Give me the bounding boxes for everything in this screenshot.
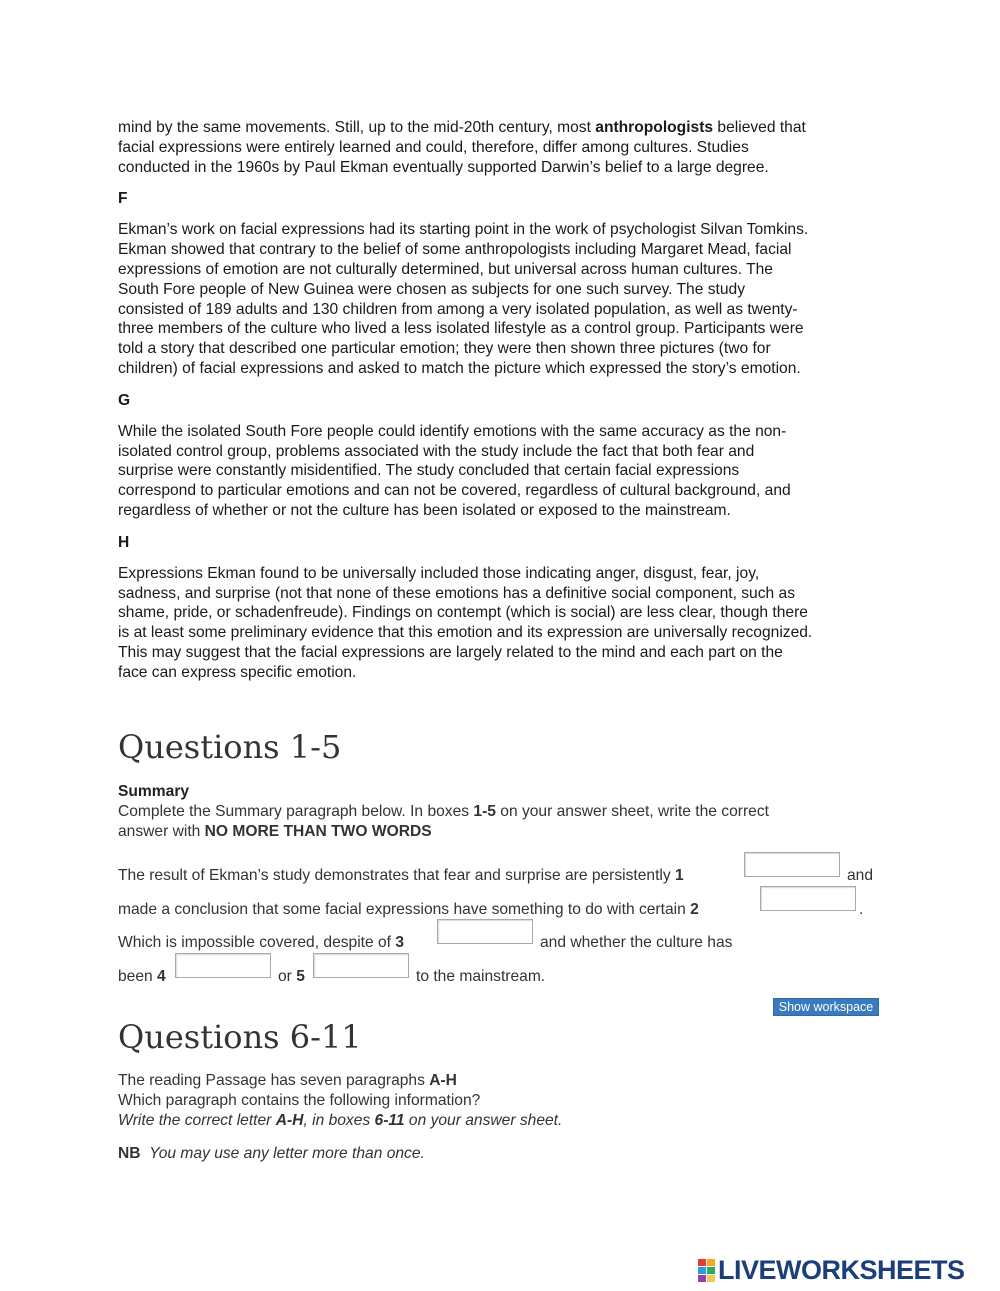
q6-11-instruction-line-3: Write the correct letter A-H, in boxes 6-11 on your answer sheet. — [118, 1112, 563, 1129]
logo-text: LIVEWORKSHEETS — [718, 1254, 965, 1285]
summary-line-4: been 4 — [118, 968, 166, 985]
questions-6-11-heading: Questions 6-11 — [118, 1018, 362, 1056]
answer-input-4[interactable] — [175, 953, 271, 978]
paragraph-letter-g: G — [118, 391, 131, 409]
reading-passage — [118, 118, 888, 683]
q6-11-note: NB You may use any letter more than once. — [118, 1145, 425, 1162]
logo-square — [698, 1275, 706, 1282]
q6-11-instruction-line-2: Which paragraph contains the following information? — [118, 1092, 481, 1109]
answer-input-5[interactable] — [313, 953, 409, 978]
question-number-3: 3 — [395, 934, 405, 951]
keyword-anthropologists: anthropologists — [595, 119, 714, 136]
answer-input-3[interactable] — [437, 919, 533, 944]
summary-line-2-end: . — [859, 901, 864, 918]
summary-line-3-end: and whether the culture has — [540, 934, 733, 951]
logo-square — [707, 1259, 715, 1266]
answer-input-1[interactable] — [744, 852, 840, 877]
paragraph-f: Ekman’s work on facial expressions had its starting point in the work of psychologist Silvan Tomkins. Ekman showed that contrary to the belief of some anthropologists including Margaret Mead, facial expressions of emotion are not culturally determined, but universal across human cultures. The South Fore people of New Guinea were chosen as subjects for one such survey. The study consisted of 189 adults and 130 children from among a very isolated population, as well as twenty- three members of the culture who lived a less isolated lifestyle as a control group. Participants were told a story that described one particular emotion; they were then shown three pictures (two for children) of facial expressions and asked to match the picture which expressed the story’s emotion. — [118, 221, 809, 377]
summary-line-1-end: and — [847, 867, 874, 884]
logo-square — [707, 1267, 715, 1274]
liveworksheets-logo — [698, 1256, 965, 1284]
summary-instruction-line-2: answer with NO MORE THAN TWO WORDS — [118, 823, 432, 840]
logo-square — [698, 1259, 706, 1266]
question-number-2: 2 — [690, 901, 699, 918]
intro-paragraph: mind by the same movements. Still, up to the mid-20th century, most anthropologists believed that facial expressions were entirely learned and could, therefore, differ among cultures. Studies conducted in the 1960s by Paul Ekman eventually supported Darwin’s belief to a large degree. — [118, 119, 806, 176]
summary-line-1: The result of Ekman’s study demonstrates that fear and surprise are persistently 1 — [118, 867, 684, 884]
q6-11-instruction-line-1: The reading Passage has seven paragraphs A-H — [118, 1072, 457, 1089]
logo-mark-icon — [698, 1259, 715, 1282]
summary-line-4-or: or 5 — [278, 968, 305, 985]
show-workspace-button[interactable]: Show workspace — [773, 998, 879, 1016]
paragraph-letter-h: H — [118, 533, 130, 551]
logo-square — [707, 1275, 715, 1282]
summary-line-3: Which is impossible covered, despite of 3 — [118, 934, 405, 951]
question-number-1: 1 — [675, 867, 684, 884]
paragraph-letter-f: F — [118, 190, 128, 208]
answer-input-2[interactable] — [760, 886, 856, 911]
paragraph-g: While the isolated South Fore people could identify emotions with the same accuracy as the non- isolated control group, problems associated with the study include the fact that both fear and surprise were constantly misidentified. The study concluded that certain facial expressions correspond to particular emotions and can not be covered, regardless of cultural background, and regardless of whether or not the culture has been isolated or exposed to the mainstream. — [118, 422, 791, 519]
summary-line-4-end: to the mainstream. — [416, 968, 546, 985]
summary-subheading: Summary — [118, 783, 190, 800]
summary-instruction-line-1: Complete the Summary paragraph below. In boxes 1-5 on your answer sheet, write the correct — [118, 803, 769, 820]
paragraph-h: Expressions Ekman found to be universally included those indicating anger, disgust, fear, joy, sadness, and surprise (not that none of these emotions has a definitive social component, such as shame, pride, or schadenfreude). Findings on contempt (which is social) are less clear, though there is at least some preliminary evidence that this emotion and its expression are universally recognized. This may suggest that the facial expressions are largely related to the mind and each part on the face can express specific emotion. — [118, 564, 813, 681]
nb-label: NB — [118, 1145, 141, 1162]
questions-1-5-heading: Questions 1-5 — [118, 728, 342, 766]
question-number-5: 5 — [296, 968, 305, 985]
logo-square — [698, 1267, 706, 1274]
summary-line-2: made a conclusion that some facial expressions have something to do with certain 2 — [118, 901, 699, 918]
question-number-4: 4 — [157, 968, 166, 985]
